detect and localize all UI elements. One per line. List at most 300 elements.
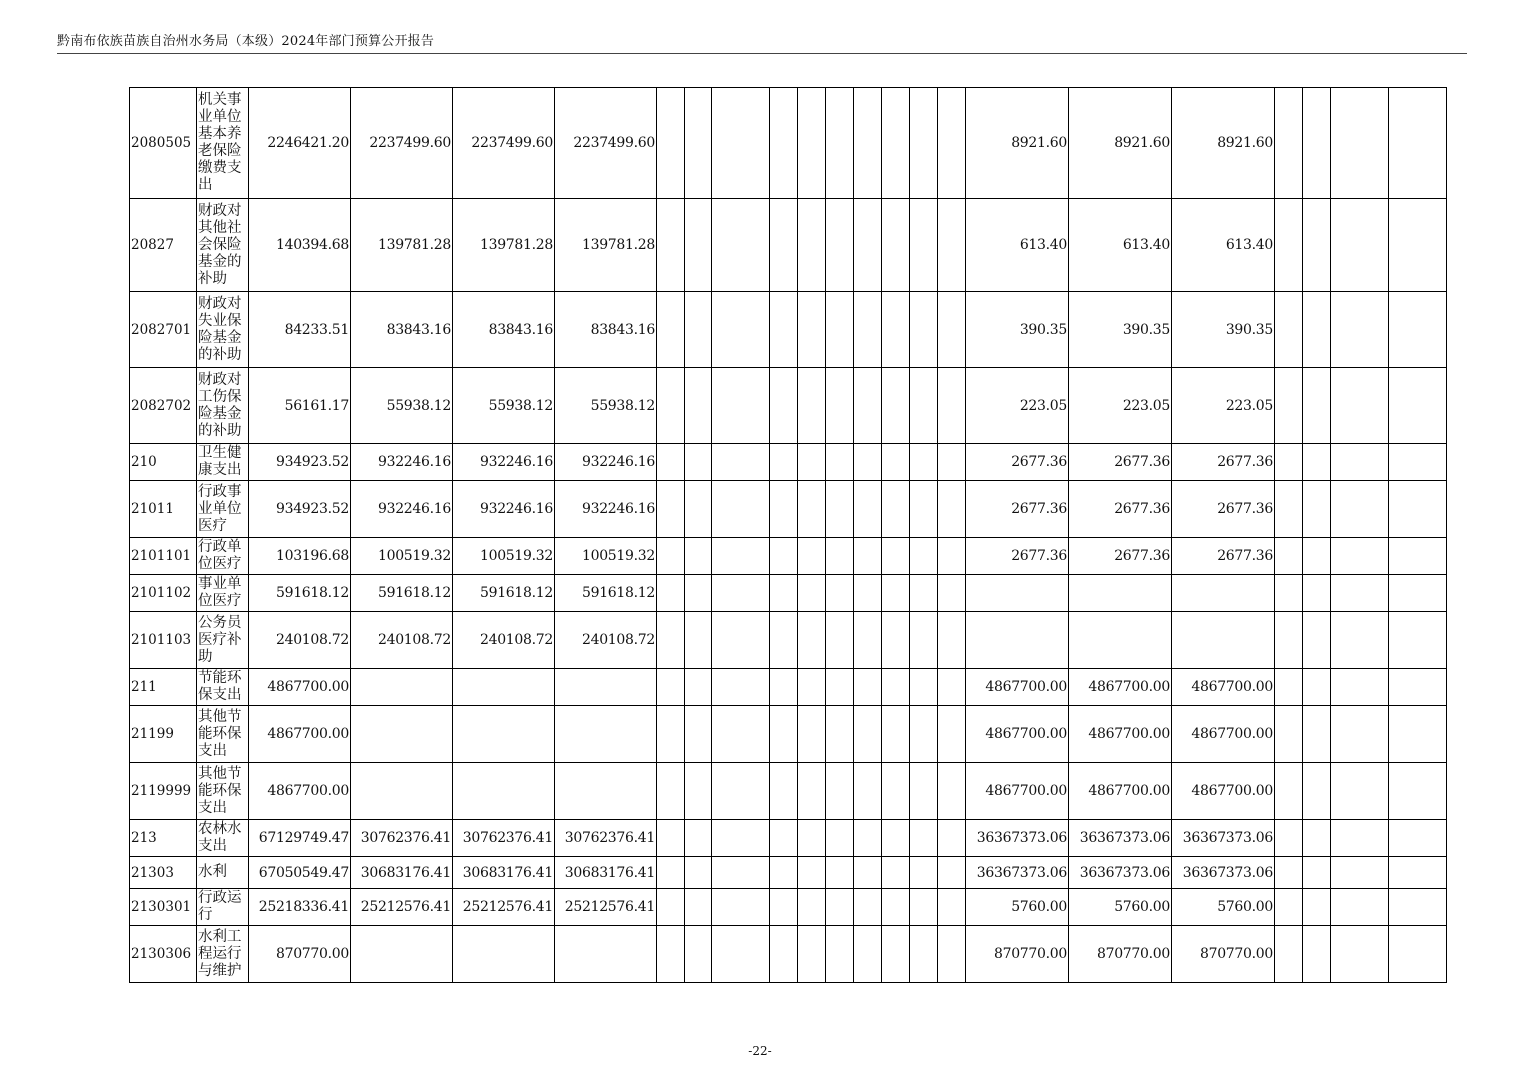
amount-cell: 223.05 <box>1069 368 1172 444</box>
amount-cell <box>712 820 770 857</box>
amount-cell: 4867700.00 <box>1069 763 1172 820</box>
amount-cell <box>685 820 712 857</box>
amount-cell <box>685 706 712 763</box>
amount-cell <box>770 444 798 481</box>
amount-cell <box>1303 538 1331 575</box>
amount-cell <box>1389 857 1447 889</box>
amount-cell: 2237499.60 <box>453 88 555 199</box>
amount-cell: 870770.00 <box>966 926 1069 983</box>
amount-cell <box>938 889 966 926</box>
table-row <box>130 444 1447 481</box>
amount-cell <box>798 763 826 820</box>
amount-cell: 103196.68 <box>249 538 351 575</box>
amount-cell <box>712 763 770 820</box>
amount-cell <box>1331 292 1389 368</box>
amount-cell <box>798 669 826 706</box>
amount-cell <box>1389 669 1447 706</box>
amount-cell: 100519.32 <box>351 538 453 575</box>
amount-cell <box>1389 706 1447 763</box>
amount-cell <box>1303 88 1331 199</box>
amount-cell <box>1275 88 1303 199</box>
table-row <box>130 820 1447 857</box>
table-row <box>130 669 1447 706</box>
amount-cell <box>938 706 966 763</box>
amount-cell <box>910 926 938 983</box>
table-row <box>130 612 1447 669</box>
amount-cell <box>685 612 712 669</box>
amount-cell <box>798 199 826 292</box>
amount-cell <box>1389 538 1447 575</box>
amount-cell <box>1331 857 1389 889</box>
amount-cell: 4867700.00 <box>249 669 351 706</box>
amount-cell <box>1303 575 1331 612</box>
amount-cell <box>770 926 798 983</box>
amount-cell: 25218336.41 <box>249 889 351 926</box>
amount-cell <box>351 926 453 983</box>
amount-cell <box>854 444 882 481</box>
amount-cell <box>826 706 854 763</box>
subject-code-cell: 2101103 <box>130 612 197 669</box>
amount-cell <box>910 612 938 669</box>
amount-cell <box>854 612 882 669</box>
amount-cell: 83843.16 <box>351 292 453 368</box>
amount-cell <box>882 368 910 444</box>
amount-cell <box>882 889 910 926</box>
amount-cell <box>657 857 685 889</box>
amount-cell <box>1275 575 1303 612</box>
amount-cell: 2677.36 <box>966 538 1069 575</box>
amount-cell <box>882 763 910 820</box>
amount-cell: 932246.16 <box>555 444 657 481</box>
table-row <box>130 926 1447 983</box>
amount-cell: 83843.16 <box>555 292 657 368</box>
amount-cell: 55938.12 <box>453 368 555 444</box>
amount-cell <box>685 575 712 612</box>
subject-code-cell: 2082701 <box>130 292 197 368</box>
amount-cell <box>657 88 685 199</box>
subject-code-cell: 2101101 <box>130 538 197 575</box>
amount-cell <box>712 669 770 706</box>
amount-cell <box>826 926 854 983</box>
amount-cell: 25212576.41 <box>351 889 453 926</box>
amount-cell <box>910 763 938 820</box>
subject-code-cell: 2101102 <box>130 575 197 612</box>
amount-cell <box>1331 444 1389 481</box>
amount-cell <box>910 706 938 763</box>
amount-cell: 2677.36 <box>1172 481 1275 538</box>
table-row <box>130 199 1447 292</box>
amount-cell: 4867700.00 <box>1172 706 1275 763</box>
subject-name-cell: 其他节能环保支出 <box>197 763 249 820</box>
amount-cell: 932246.16 <box>351 481 453 538</box>
amount-cell <box>685 292 712 368</box>
amount-cell: 30683176.41 <box>453 857 555 889</box>
amount-cell <box>770 706 798 763</box>
amount-cell: 932246.16 <box>453 481 555 538</box>
amount-cell: 4867700.00 <box>1069 706 1172 763</box>
amount-cell <box>657 612 685 669</box>
table-row <box>130 889 1447 926</box>
amount-cell <box>1389 199 1447 292</box>
amount-cell: 30762376.41 <box>453 820 555 857</box>
amount-cell <box>882 199 910 292</box>
amount-cell: 4867700.00 <box>966 669 1069 706</box>
subject-name-cell: 财政对其他社会保险基金的补助 <box>197 199 249 292</box>
amount-cell: 870770.00 <box>1069 926 1172 983</box>
subject-name-cell: 行政运行 <box>197 889 249 926</box>
amount-cell <box>685 889 712 926</box>
amount-cell <box>1275 612 1303 669</box>
amount-cell <box>1275 706 1303 763</box>
table-row <box>130 575 1447 612</box>
amount-cell <box>685 368 712 444</box>
amount-cell: 83843.16 <box>453 292 555 368</box>
amount-cell <box>798 88 826 199</box>
amount-cell: 240108.72 <box>453 612 555 669</box>
amount-cell <box>854 926 882 983</box>
amount-cell <box>938 199 966 292</box>
amount-cell <box>770 612 798 669</box>
amount-cell <box>1275 926 1303 983</box>
amount-cell <box>910 444 938 481</box>
amount-cell <box>351 706 453 763</box>
amount-cell <box>882 669 910 706</box>
amount-cell <box>1389 368 1447 444</box>
amount-cell <box>685 199 712 292</box>
amount-cell <box>882 88 910 199</box>
subject-code-cell: 20827 <box>130 199 197 292</box>
amount-cell <box>966 612 1069 669</box>
amount-cell <box>826 889 854 926</box>
amount-cell <box>1172 612 1275 669</box>
amount-cell <box>657 368 685 444</box>
subject-code-cell: 2130306 <box>130 926 197 983</box>
amount-cell: 613.40 <box>966 199 1069 292</box>
amount-cell: 4867700.00 <box>1069 669 1172 706</box>
amount-cell <box>685 481 712 538</box>
amount-cell <box>1331 199 1389 292</box>
amount-cell <box>657 575 685 612</box>
amount-cell <box>712 199 770 292</box>
amount-cell <box>882 444 910 481</box>
amount-cell: 36367373.06 <box>966 820 1069 857</box>
amount-cell <box>938 612 966 669</box>
amount-cell <box>1172 575 1275 612</box>
amount-cell <box>1331 612 1389 669</box>
amount-cell <box>1303 612 1331 669</box>
amount-cell <box>770 575 798 612</box>
amount-cell: 2246421.20 <box>249 88 351 199</box>
header-divider <box>57 53 1467 54</box>
amount-cell <box>854 292 882 368</box>
amount-cell <box>910 199 938 292</box>
amount-cell: 5760.00 <box>1069 889 1172 926</box>
amount-cell <box>1275 199 1303 292</box>
amount-cell <box>1389 612 1447 669</box>
amount-cell <box>826 857 854 889</box>
amount-cell <box>1275 444 1303 481</box>
amount-cell: 934923.52 <box>249 481 351 538</box>
amount-cell: 223.05 <box>966 368 1069 444</box>
amount-cell <box>854 763 882 820</box>
amount-cell <box>712 368 770 444</box>
amount-cell: 4867700.00 <box>966 763 1069 820</box>
amount-cell <box>1275 481 1303 538</box>
amount-cell <box>966 575 1069 612</box>
amount-cell <box>1275 857 1303 889</box>
amount-cell: 30762376.41 <box>351 820 453 857</box>
amount-cell <box>910 538 938 575</box>
amount-cell <box>1331 88 1389 199</box>
subject-code-cell: 211 <box>130 669 197 706</box>
amount-cell: 2677.36 <box>1069 538 1172 575</box>
amount-cell <box>1331 889 1389 926</box>
amount-cell <box>798 368 826 444</box>
table-row <box>130 857 1447 889</box>
amount-cell <box>1389 575 1447 612</box>
amount-cell <box>938 481 966 538</box>
amount-cell <box>1303 199 1331 292</box>
amount-cell <box>938 820 966 857</box>
amount-cell <box>1069 575 1172 612</box>
amount-cell <box>1275 763 1303 820</box>
amount-cell <box>1303 763 1331 820</box>
amount-cell <box>1331 538 1389 575</box>
amount-cell: 5760.00 <box>1172 889 1275 926</box>
amount-cell <box>854 575 882 612</box>
amount-cell <box>351 763 453 820</box>
amount-cell <box>712 857 770 889</box>
amount-cell <box>712 538 770 575</box>
amount-cell: 4867700.00 <box>966 706 1069 763</box>
amount-cell <box>1389 481 1447 538</box>
amount-cell <box>826 481 854 538</box>
amount-cell <box>712 292 770 368</box>
amount-cell <box>657 292 685 368</box>
amount-cell <box>854 889 882 926</box>
amount-cell: 2237499.60 <box>555 88 657 199</box>
table-row <box>130 538 1447 575</box>
amount-cell <box>826 669 854 706</box>
amount-cell <box>453 763 555 820</box>
amount-cell <box>826 88 854 199</box>
amount-cell <box>854 199 882 292</box>
amount-cell: 591618.12 <box>249 575 351 612</box>
amount-cell <box>910 889 938 926</box>
amount-cell <box>882 292 910 368</box>
amount-cell <box>798 857 826 889</box>
amount-cell: 591618.12 <box>453 575 555 612</box>
amount-cell: 30762376.41 <box>555 820 657 857</box>
amount-cell: 140394.68 <box>249 199 351 292</box>
amount-cell <box>1275 669 1303 706</box>
amount-cell <box>938 444 966 481</box>
amount-cell: 932246.16 <box>453 444 555 481</box>
amount-cell <box>854 820 882 857</box>
amount-cell: 870770.00 <box>249 926 351 983</box>
amount-cell <box>1275 292 1303 368</box>
subject-name-cell: 行政单位医疗 <box>197 538 249 575</box>
amount-cell <box>826 820 854 857</box>
amount-cell: 240108.72 <box>351 612 453 669</box>
amount-cell: 932246.16 <box>351 444 453 481</box>
amount-cell <box>826 368 854 444</box>
amount-cell <box>910 820 938 857</box>
amount-cell <box>798 575 826 612</box>
amount-cell <box>1389 763 1447 820</box>
table-row <box>130 292 1447 368</box>
amount-cell: 390.35 <box>1069 292 1172 368</box>
amount-cell: 55938.12 <box>351 368 453 444</box>
amount-cell <box>770 763 798 820</box>
amount-cell <box>351 669 453 706</box>
amount-cell: 4867700.00 <box>249 763 351 820</box>
amount-cell <box>1303 669 1331 706</box>
amount-cell <box>770 889 798 926</box>
amount-cell <box>1303 444 1331 481</box>
amount-cell: 932246.16 <box>555 481 657 538</box>
amount-cell <box>882 820 910 857</box>
amount-cell: 4867700.00 <box>1172 669 1275 706</box>
amount-cell <box>1303 857 1331 889</box>
amount-cell <box>798 612 826 669</box>
amount-cell <box>854 669 882 706</box>
amount-cell: 139781.28 <box>453 199 555 292</box>
amount-cell <box>1331 481 1389 538</box>
page-number: -22- <box>748 1044 772 1058</box>
amount-cell: 8921.60 <box>1069 88 1172 199</box>
amount-cell: 25212576.41 <box>555 889 657 926</box>
amount-cell <box>854 88 882 199</box>
amount-cell <box>1275 368 1303 444</box>
subject-code-cell: 21011 <box>130 481 197 538</box>
amount-cell <box>1275 889 1303 926</box>
amount-cell <box>938 857 966 889</box>
amount-cell: 100519.32 <box>453 538 555 575</box>
amount-cell <box>770 199 798 292</box>
amount-cell <box>938 575 966 612</box>
amount-cell <box>938 926 966 983</box>
subject-code-cell: 2119999 <box>130 763 197 820</box>
amount-cell <box>910 575 938 612</box>
amount-cell <box>770 368 798 444</box>
amount-cell <box>1069 612 1172 669</box>
amount-cell: 2677.36 <box>1069 481 1172 538</box>
amount-cell <box>685 538 712 575</box>
subject-code-cell: 21303 <box>130 857 197 889</box>
amount-cell <box>1389 88 1447 199</box>
amount-cell <box>1389 820 1447 857</box>
subject-name-cell: 财政对失业保险基金的补助 <box>197 292 249 368</box>
amount-cell <box>1303 889 1331 926</box>
amount-cell <box>657 706 685 763</box>
amount-cell: 240108.72 <box>555 612 657 669</box>
amount-cell <box>826 444 854 481</box>
amount-cell <box>938 368 966 444</box>
amount-cell: 390.35 <box>966 292 1069 368</box>
report-header-title: 黔南布依族苗族自治州水务局（本级）2024年部门预算公开报告 <box>57 34 435 49</box>
amount-cell <box>882 612 910 669</box>
amount-cell <box>657 481 685 538</box>
amount-cell: 390.35 <box>1172 292 1275 368</box>
subject-name-cell: 财政对工伤保险基金的补助 <box>197 368 249 444</box>
budget-table <box>129 87 1447 983</box>
subject-name-cell: 公务员医疗补助 <box>197 612 249 669</box>
amount-cell: 100519.32 <box>555 538 657 575</box>
amount-cell <box>1331 926 1389 983</box>
amount-cell <box>685 669 712 706</box>
amount-cell <box>826 538 854 575</box>
amount-cell: 934923.52 <box>249 444 351 481</box>
amount-cell <box>685 926 712 983</box>
amount-cell <box>798 481 826 538</box>
amount-cell <box>938 88 966 199</box>
amount-cell <box>910 292 938 368</box>
amount-cell <box>1303 926 1331 983</box>
amount-cell <box>938 669 966 706</box>
subject-name-cell: 卫生健康支出 <box>197 444 249 481</box>
amount-cell: 36367373.06 <box>1069 857 1172 889</box>
amount-cell: 30683176.41 <box>351 857 453 889</box>
amount-cell: 36367373.06 <box>1172 820 1275 857</box>
amount-cell <box>685 444 712 481</box>
amount-cell <box>854 368 882 444</box>
amount-cell: 2677.36 <box>966 444 1069 481</box>
amount-cell: 4867700.00 <box>249 706 351 763</box>
amount-cell <box>657 820 685 857</box>
amount-cell <box>798 889 826 926</box>
table-row <box>130 88 1447 199</box>
amount-cell <box>453 926 555 983</box>
amount-cell <box>712 88 770 199</box>
amount-cell <box>1389 444 1447 481</box>
amount-cell <box>1303 292 1331 368</box>
amount-cell: 67050549.47 <box>249 857 351 889</box>
amount-cell <box>882 706 910 763</box>
amount-cell <box>1303 368 1331 444</box>
amount-cell <box>798 444 826 481</box>
amount-cell <box>712 889 770 926</box>
amount-cell <box>657 199 685 292</box>
amount-cell <box>1303 820 1331 857</box>
amount-cell <box>910 368 938 444</box>
amount-cell <box>938 538 966 575</box>
amount-cell <box>1275 820 1303 857</box>
table-row <box>130 763 1447 820</box>
amount-cell: 5760.00 <box>966 889 1069 926</box>
amount-cell <box>712 706 770 763</box>
amount-cell <box>1331 820 1389 857</box>
amount-cell: 36367373.06 <box>966 857 1069 889</box>
amount-cell <box>657 763 685 820</box>
amount-cell: 84233.51 <box>249 292 351 368</box>
amount-cell <box>770 857 798 889</box>
amount-cell: 2677.36 <box>966 481 1069 538</box>
amount-cell <box>657 889 685 926</box>
amount-cell: 25212576.41 <box>453 889 555 926</box>
amount-cell <box>555 706 657 763</box>
amount-cell <box>712 481 770 538</box>
amount-cell <box>798 538 826 575</box>
amount-cell <box>712 575 770 612</box>
amount-cell <box>854 857 882 889</box>
subject-name-cell: 水利 <box>197 857 249 889</box>
amount-cell <box>882 857 910 889</box>
amount-cell: 139781.28 <box>351 199 453 292</box>
budget-table-body <box>130 88 1447 983</box>
amount-cell <box>854 706 882 763</box>
amount-cell: 8921.60 <box>966 88 1069 199</box>
